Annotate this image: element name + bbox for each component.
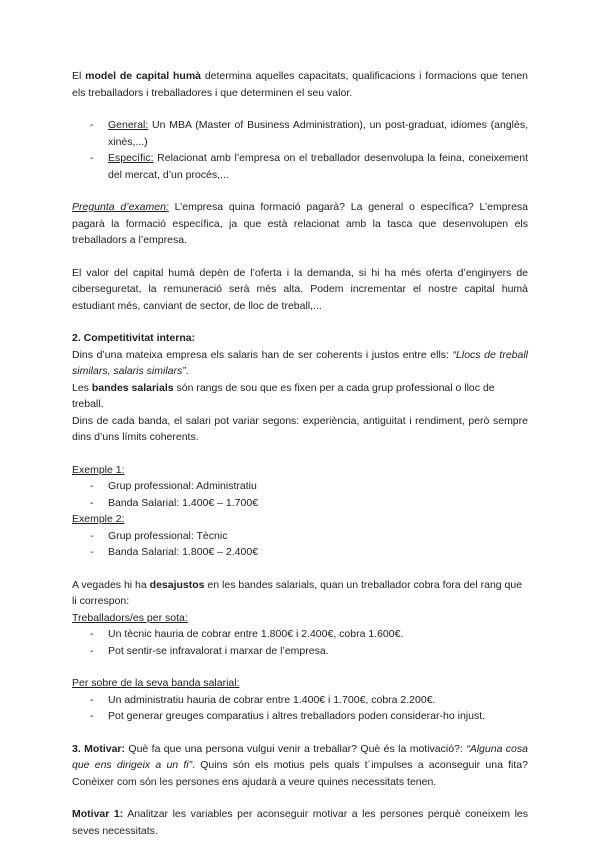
s3-text-1: Què fa que una persona vulgui venir a treballar? Què és la motivació?: — [125, 742, 467, 755]
s2-p2-pre: Les — [72, 381, 92, 394]
below-band-list — [72, 626, 528, 659]
s3-text-2: . Quins són els motius pels quals t´impulses a aconseguir una fita? Conèixer com són les persones ens ajudarà a veure quines necessitats tenen. — [72, 759, 528, 788]
exam-label: Pregunta d’examen: — [72, 201, 169, 213]
s3-quote: “Alguna cosa que ens dirigeix a un fi” — [72, 742, 528, 771]
s2-p2-post: són rangs de sou que es fixen per a cada grup professional o lloc de treball. — [72, 381, 495, 410]
intro-paragraph — [72, 68, 528, 101]
section-2-paragraph-1 — [72, 347, 528, 380]
list-item: - Un administratiu hauria de cobrar entre 1.400€ i 1.700€, cobra 2.200€. — [72, 692, 528, 709]
example-2-label: Exemple 2: — [72, 513, 125, 525]
training-types-list — [72, 117, 528, 183]
type-label: General: — [108, 119, 149, 131]
example-2-list — [72, 528, 528, 561]
list-item: - Pot sentir-se infravalorat i marxar de l’empresa. — [72, 643, 528, 660]
s2-p4-post: en les bandes salarials, quan un treballador cobra fora del rang que li correspon: — [72, 578, 523, 607]
s2-p1-post: . — [185, 365, 189, 377]
section-3-title: 3. Motivar: — [72, 742, 125, 755]
list-item — [72, 150, 528, 183]
list-item: - Banda Salarial: 1.800€ – 2.400€ — [72, 544, 528, 561]
type-text: Relacionat amb l’empresa on el treballador desenvolupa la feina, coneixement del mercat, d’un procés,... — [108, 152, 528, 181]
list-item: - Banda Salarial: 1.400€ – 1.700€ — [72, 495, 528, 512]
intro-bold-term: model de capital humà — [85, 70, 202, 82]
s2-p1-quote: “Llocs de treball similars, salaris similars” — [72, 348, 529, 377]
exam-text: L’empresa quina formació pagarà? La general o específica? L’empresa pagarà la formació específica, ja que està relacionat amb la tasca que desenvolupen els treballadors a l’empresa. — [72, 201, 528, 246]
exam-question-paragraph — [72, 199, 528, 249]
section-2-paragraph-2 — [72, 380, 528, 413]
example-1-label: Exemple 1: — [72, 463, 125, 476]
list-item: - Grup professional: Administratiu — [72, 478, 528, 495]
section-2-paragraph-3: Dins de cada banda, el salari pot variar segons: experiència, antiguitat i rendiment, però sempre dins d’uns límits coherents. — [72, 414, 528, 443]
list-item — [72, 117, 528, 150]
s2-p1-text: Dins d’una mateixa empresa els salaris han de ser coherents i justos entre ells: — [72, 348, 453, 361]
below-band-label: Treballadors/es per sota: — [72, 611, 188, 624]
type-label: Específic: — [108, 152, 154, 164]
document-page — [72, 68, 528, 839]
section-3-paragraph — [72, 741, 528, 791]
above-band-list — [72, 692, 528, 725]
s2-p4-pre: A vegades hi ha — [72, 578, 150, 591]
section-2-title: 2. Competitivitat interna: — [72, 332, 196, 344]
value-paragraph: El valor del capital humà depèn de l’oferta i la demanda, si hi ha més oferta d’enginyers de ciberseguretat, la remuneració serà més alta. Podem incrementar el nostre capital humà estudiant més, canviant de sector, de lloc de treball,... — [72, 266, 528, 312]
s2-p2-bold: bandes salarials — [91, 381, 174, 394]
motivar-1-text: Analitzar les variables per aconseguir motivar a les persones perquè coneixem les seves necessitats. — [72, 808, 529, 837]
intro-pre: El — [72, 70, 86, 82]
above-band-label: Per sobre de la seva banda salarial: — [72, 677, 240, 689]
list-item: - Un tècnic hauria de cobrar entre 1.800€ i 2.400€, cobra 1.600€. — [72, 626, 528, 643]
example-1-list — [72, 478, 528, 511]
intro-post: determina aquelles capacitats, qualificacions i formacions que tenen els treballadors i treballadores i que determinen el seu valor. — [72, 70, 528, 99]
mismatch-paragraph — [72, 577, 528, 610]
list-item: - Grup professional: Tècnic — [72, 528, 528, 545]
motivar-1-paragraph — [72, 806, 528, 839]
s2-p4-bold: desajustos — [149, 578, 205, 591]
type-text: Un MBA (Master of Business Administration), un post-graduat, idiomes (anglès, xinès,...) — [108, 119, 528, 148]
motivar-1-title: Motivar 1: — [72, 808, 124, 820]
list-item: - Pot generar greuges comparatius i altres treballadors poden considerar-ho injust. — [72, 708, 528, 725]
